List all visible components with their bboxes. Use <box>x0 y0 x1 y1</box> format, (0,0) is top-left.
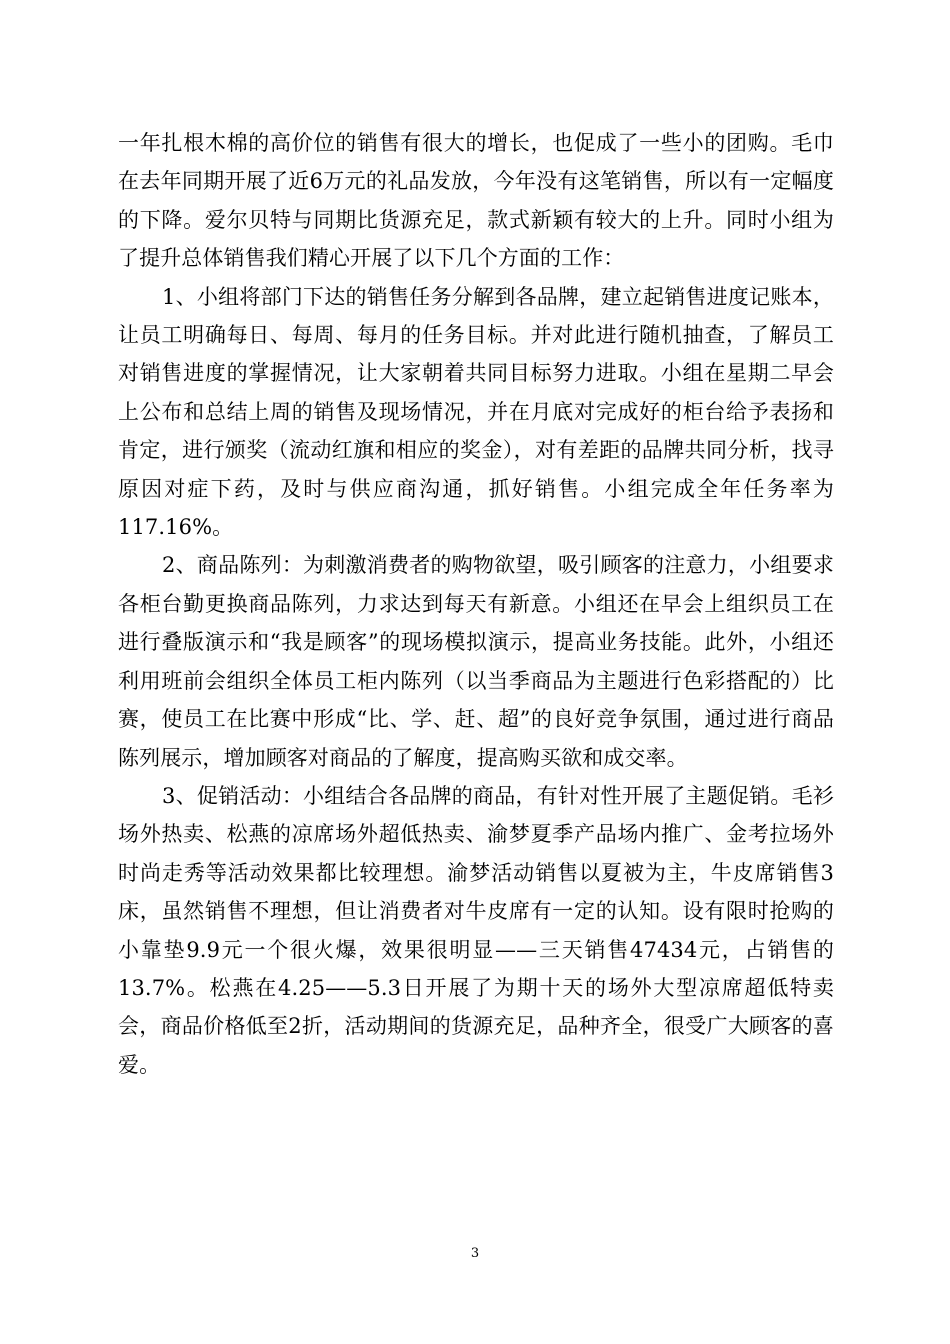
document-body <box>118 124 834 1084</box>
paragraph-item-3: 3、促销活动：小组结合各品牌的商品，有针对性开展了主题促销。毛衫场外热卖、松燕的凉席场外超低热卖、渝梦夏季产品场内推广、金考拉场外时尚走秀等活动效果都比较理想。渝梦活动销售以夏被为主，牛皮席销售3床，虽然销售不理想，但让消费者对牛皮席有一定的认知。设有限时抢购的小靠垫9.9元一个很火爆，效果很明显——三天销售47434元，占销售的13.7%。松燕在4.25——5.3日开展了为期十天的场外大型凉席超低特卖会，商品价格低至2折，活动期间的货源充足，品种齐全，很受广大顾客的喜爱。 <box>118 783 834 1077</box>
page-number: 3 <box>470 1246 480 1261</box>
paragraph-item-1: 1、小组将部门下达的销售任务分解到各品牌，建立起销售进度记账本，让员工明确每日、每周、每月的任务目标。并对此进行随机抽查，了解员工对销售进度的掌握情况，让大家朝着共同目标努力进取。小组在星期二早会上公布和总结上周的销售及现场情况，并在月底对完成好的柜台给予表扬和肯定，进行颁奖（流动红旗和相应的奖金），对有差距的品牌共同分析，找寻原因对症下药，及时与供应商沟通，抓好销售。小组完成全年任务率为117.16%。 <box>118 284 834 540</box>
paragraph-item-2: 2、商品陈列：为刺激消费者的购物欲望，吸引顾客的注意力，小组要求各柜台勤更换商品陈列，力求达到每天有新意。小组还在早会上组织员工在进行叠版演示和“我是顾客”的现场模拟演示，提高业务技能。此外，小组还利用班前会组织全体员工柜内陈列（以当季商品为主题进行色彩搭配的）比赛，使员工在比赛中形成“比、学、赶、超”的良好竞争氛围，通过进行商品陈列展示，增加顾客对商品的了解度，提高购买欲和成交率。 <box>118 553 834 770</box>
paragraph-continuation: 一年扎根木棉的高价位的销售有很大的增长，也促成了一些小的团购。毛巾在去年同期开展了近6万元的礼品发放，今年没有这笔销售，所以有一定幅度的下降。爱尔贝特与同期比货源充足，款式新颖有较大的上升。同时小组为了提升总体销售我们精心开展了以下几个方面的工作： <box>118 131 834 271</box>
